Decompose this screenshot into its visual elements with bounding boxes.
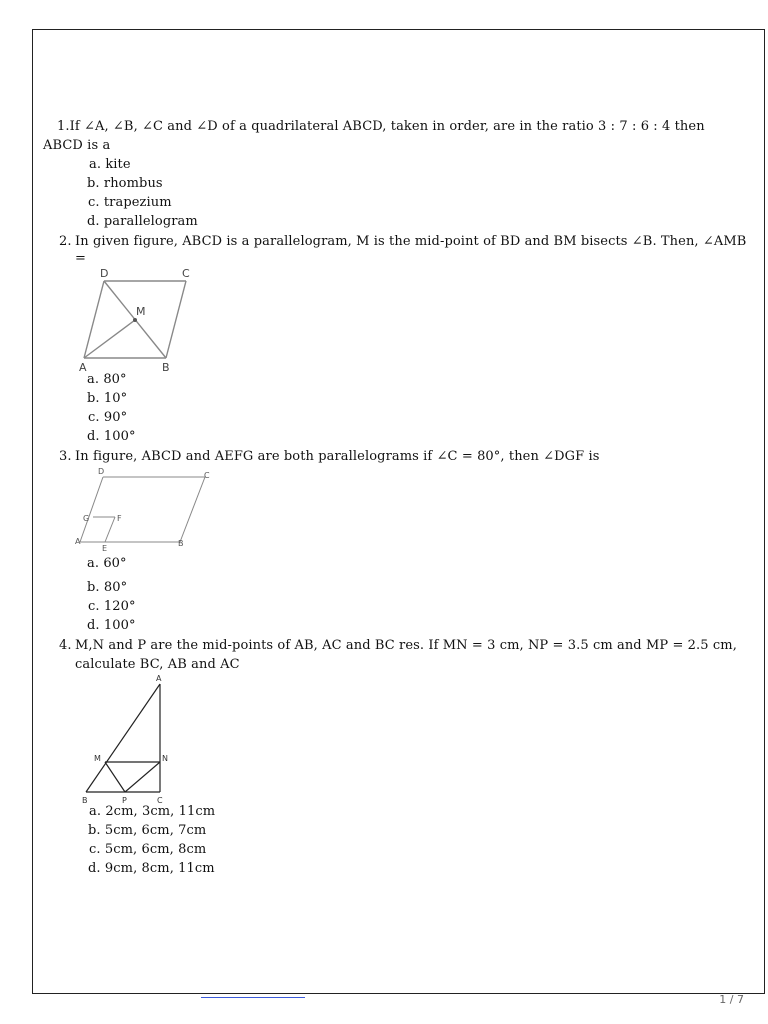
q4-label-m: M bbox=[94, 754, 101, 763]
q2-edge-cb bbox=[166, 281, 186, 358]
q3-number: 3. bbox=[59, 449, 72, 464]
q4-text-line2: calculate BC, AB and AC bbox=[75, 657, 240, 672]
q1-text-line1: 1.If ∠A, ∠B, ∠C and ∠D of a quadrilateral ABCD, taken in order, are in the ratio 3 : 7 : 6 : 4 then bbox=[57, 119, 705, 134]
q2-text-line2: = bbox=[75, 251, 86, 266]
q3-option-c: c. 120° bbox=[88, 599, 136, 614]
q3-option-b: b. 80° bbox=[87, 580, 128, 595]
q3-option-a: a. 60° bbox=[87, 556, 127, 571]
q2-option-d: d. 100° bbox=[87, 429, 136, 444]
q2-option-b: b. 10° bbox=[87, 391, 128, 406]
q4-label-p: P bbox=[122, 796, 127, 805]
q3-text-line1: In figure, ABCD and AEFG are both parallelograms if ∠C = 80°, then ∠DGF is bbox=[75, 449, 600, 464]
q1-text-line2: ABCD is a bbox=[43, 138, 111, 153]
q4-label-b: B bbox=[82, 796, 88, 805]
q4-segment-mp bbox=[105, 762, 125, 792]
q3-label-a: A bbox=[75, 537, 81, 546]
q1-option-c: c. trapezium bbox=[88, 195, 172, 210]
footer-link-underline[interactable] bbox=[201, 997, 305, 998]
q1-option-b: b. rhombus bbox=[87, 176, 163, 191]
q3-label-g: G bbox=[83, 514, 90, 523]
q2-number: 2. bbox=[59, 234, 72, 249]
q3-parallelograms-figure bbox=[74, 465, 224, 555]
q2-label-b: B bbox=[162, 361, 170, 374]
q4-option-a: a. 2cm, 3cm, 11cm bbox=[89, 804, 216, 819]
q3-label-b: B bbox=[178, 539, 184, 548]
q4-option-c: c. 5cm, 6cm, 8cm bbox=[89, 842, 207, 857]
q4-label-a: A bbox=[156, 674, 162, 683]
page-number: 1 / 7 bbox=[719, 993, 744, 1006]
q3-label-f: F bbox=[117, 514, 122, 523]
q2-option-c: c. 90° bbox=[88, 410, 128, 425]
q4-option-d: d. 9cm, 8cm, 11cm bbox=[88, 861, 215, 876]
q3-edge-ad bbox=[80, 477, 103, 542]
q3-edge-cb bbox=[180, 477, 205, 542]
q4-number: 4. bbox=[59, 638, 72, 653]
q2-point-m bbox=[133, 318, 137, 322]
q2-text-line1: In given figure, ABCD is a parallelogram, M is the mid-point of BD and BM bisects ∠B. Then, ∠AMB bbox=[75, 234, 747, 249]
q2-edge-ad bbox=[84, 281, 104, 358]
q4-label-c: C bbox=[157, 796, 163, 805]
q3-label-c: C bbox=[204, 471, 210, 480]
q4-side-ab bbox=[86, 684, 160, 792]
q2-label-c: C bbox=[182, 267, 190, 280]
q3-label-e: E bbox=[102, 544, 108, 553]
q1-option-a: a. kite bbox=[89, 157, 131, 172]
q2-label-d: D bbox=[100, 267, 109, 280]
q3-option-d: d. 100° bbox=[87, 618, 136, 633]
q2-label-m: M bbox=[136, 305, 146, 318]
q4-segment-np bbox=[125, 762, 160, 792]
q2-segment-am bbox=[84, 320, 135, 358]
q3-label-d: D bbox=[98, 467, 105, 476]
q2-option-a: a. 80° bbox=[87, 372, 127, 387]
q2-parallelogram-figure bbox=[74, 266, 204, 376]
q2-label-a: A bbox=[79, 361, 87, 374]
q4-label-n: N bbox=[162, 754, 168, 763]
q4-option-b: b. 5cm, 6cm, 7cm bbox=[88, 823, 207, 838]
q4-text-line1: M,N and P are the mid-points of AB, AC and BC res. If MN = 3 cm, NP = 3.5 cm and MP = 2.5 cm, bbox=[75, 638, 737, 653]
q3-edge-fe bbox=[105, 517, 115, 542]
q4-triangle-figure bbox=[78, 672, 188, 808]
q1-option-d: d. parallelogram bbox=[87, 214, 198, 229]
